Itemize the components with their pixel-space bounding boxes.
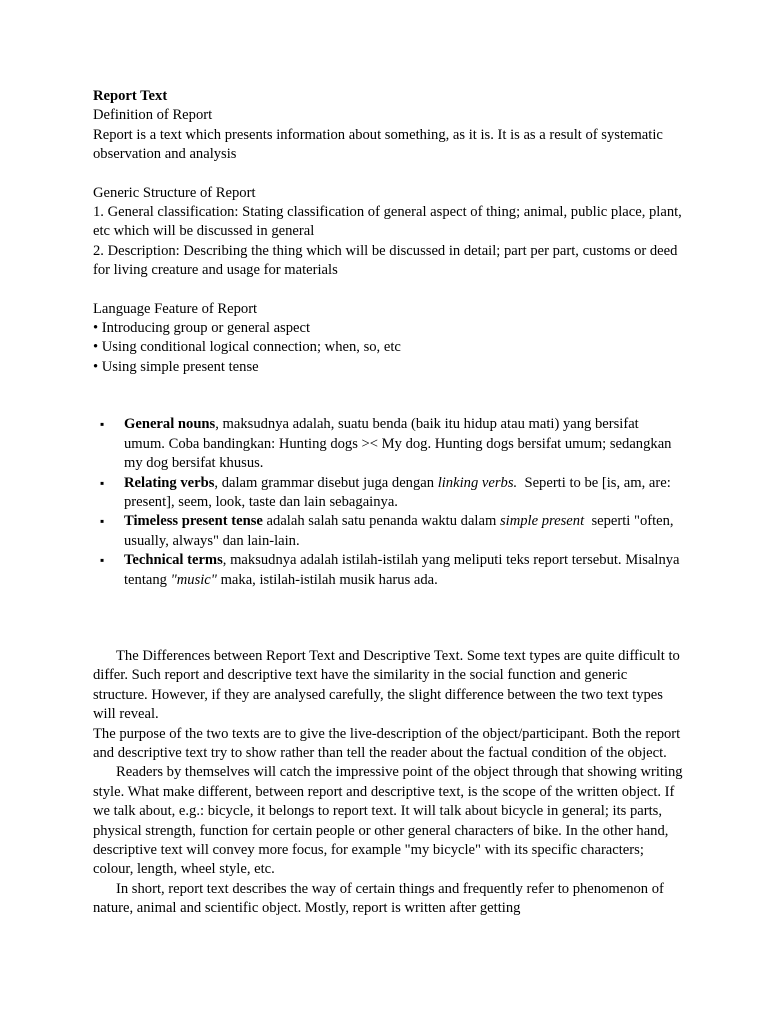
document-page	[93, 87, 683, 919]
bullet-item	[93, 474, 683, 513]
bullet-term: Technical terms	[124, 552, 223, 569]
language-item: • Using simple present tense	[93, 358, 259, 375]
structure-item: 1. General classification: Stating classification of general aspect of thing; animal, public place, plant, etc which will be discussed in general	[93, 204, 682, 240]
body-paragraph: The Differences between Report Text and Descriptive Text. Some text types are quite difficult to differ. Such report and descriptive text have the similarity in the social function and generic structure. However, if they are analysed carefully, the slight difference between the two text types will reveal.	[93, 647, 680, 723]
bullet-item	[93, 415, 683, 473]
bullet-text: , maksudnya adalah istilah-istilah yang meliputi teks report tersebut. Misalnya tentang	[124, 552, 680, 588]
bullet-italic: simple present	[499, 513, 585, 530]
bullet-text: adalah salah satu penanda waktu dalam	[262, 513, 500, 530]
spacer	[93, 590, 683, 647]
definition-heading: Definition of Report	[93, 107, 213, 124]
bullet-item	[93, 551, 683, 590]
structure-item: 2. Description: Describing the thing which will be discussed in detail; part per part, customs or deed for living creature and usage for materials	[93, 242, 678, 279]
bullet-text: , dalam grammar disebut juga dengan	[214, 474, 438, 491]
bullet-term: General nouns	[124, 416, 216, 433]
square-bullet-icon: ▪	[100, 553, 105, 568]
language-heading: Language Feature of Report	[93, 300, 258, 317]
bullet-text: seperti "often, usually, always" dan lain-lain.	[124, 513, 678, 549]
square-bullet-icon: ▪	[100, 417, 105, 432]
bullet-italic: "music"	[170, 571, 217, 588]
spacer	[93, 165, 683, 184]
bullet-item	[93, 512, 683, 551]
body-paragraph: The purpose of the two texts are to give the live-description of the object/participant. Both the report and descriptive text try to show rather than tell the reader about the factual condition of the object.	[93, 725, 681, 761]
language-item: • Introducing group or general aspect	[93, 320, 311, 337]
spacer	[93, 377, 683, 415]
square-bullet-icon: ▪	[100, 475, 105, 490]
square-bullet-icon: ▪	[100, 514, 105, 529]
structure-heading: Generic Structure of Report	[93, 184, 256, 201]
bullet-text: , maksudnya adalah, suatu benda (baik itu hidup atau mati) yang bersifat umum. Coba bandingkan: Hunting dogs >< My dog. Hunting dogs bersifat umum; sedangkan my dog bersifat khusus.	[124, 416, 672, 472]
spacer	[93, 281, 683, 300]
feature-bullet-list	[93, 415, 683, 590]
language-item: • Using conditional logical connection; when, so, etc	[93, 339, 401, 356]
bullet-term: Timeless present tense	[124, 513, 263, 530]
bullet-term: Relating verbs	[124, 474, 215, 491]
bullet-text: Seperti to be [is, am, are: present], seem, look, taste dan lain sebagainya.	[124, 474, 675, 510]
bullet-text: maka, istilah-istilah musik harus ada.	[216, 571, 438, 588]
bullet-italic: linking verbs.	[437, 474, 518, 491]
document-title: Report Text	[93, 88, 168, 104]
body-paragraph: In short, report text describes the way of certain things and frequently refer to phenomenon of nature, animal and scientific object. Mostly, report is written after getting	[93, 880, 664, 917]
definition-text: Report is a text which presents information about something, as it is. It is as a result of systematic observation and analysis	[93, 126, 663, 163]
body-paragraph: Readers by themselves will catch the impressive point of the object through that showing writing style. What make different, between report and descriptive text, is the scope of the written object. If we talk about, e.g.: bicycle, it belongs to report text. It will talk about bicycle in general; its parts, physical strength, function for certain people or other general characters of bike. In the other hand, descriptive text will convey more focus, for example "my bicycle" with its specific characters; colour, length, wheel style, etc.	[93, 764, 683, 878]
